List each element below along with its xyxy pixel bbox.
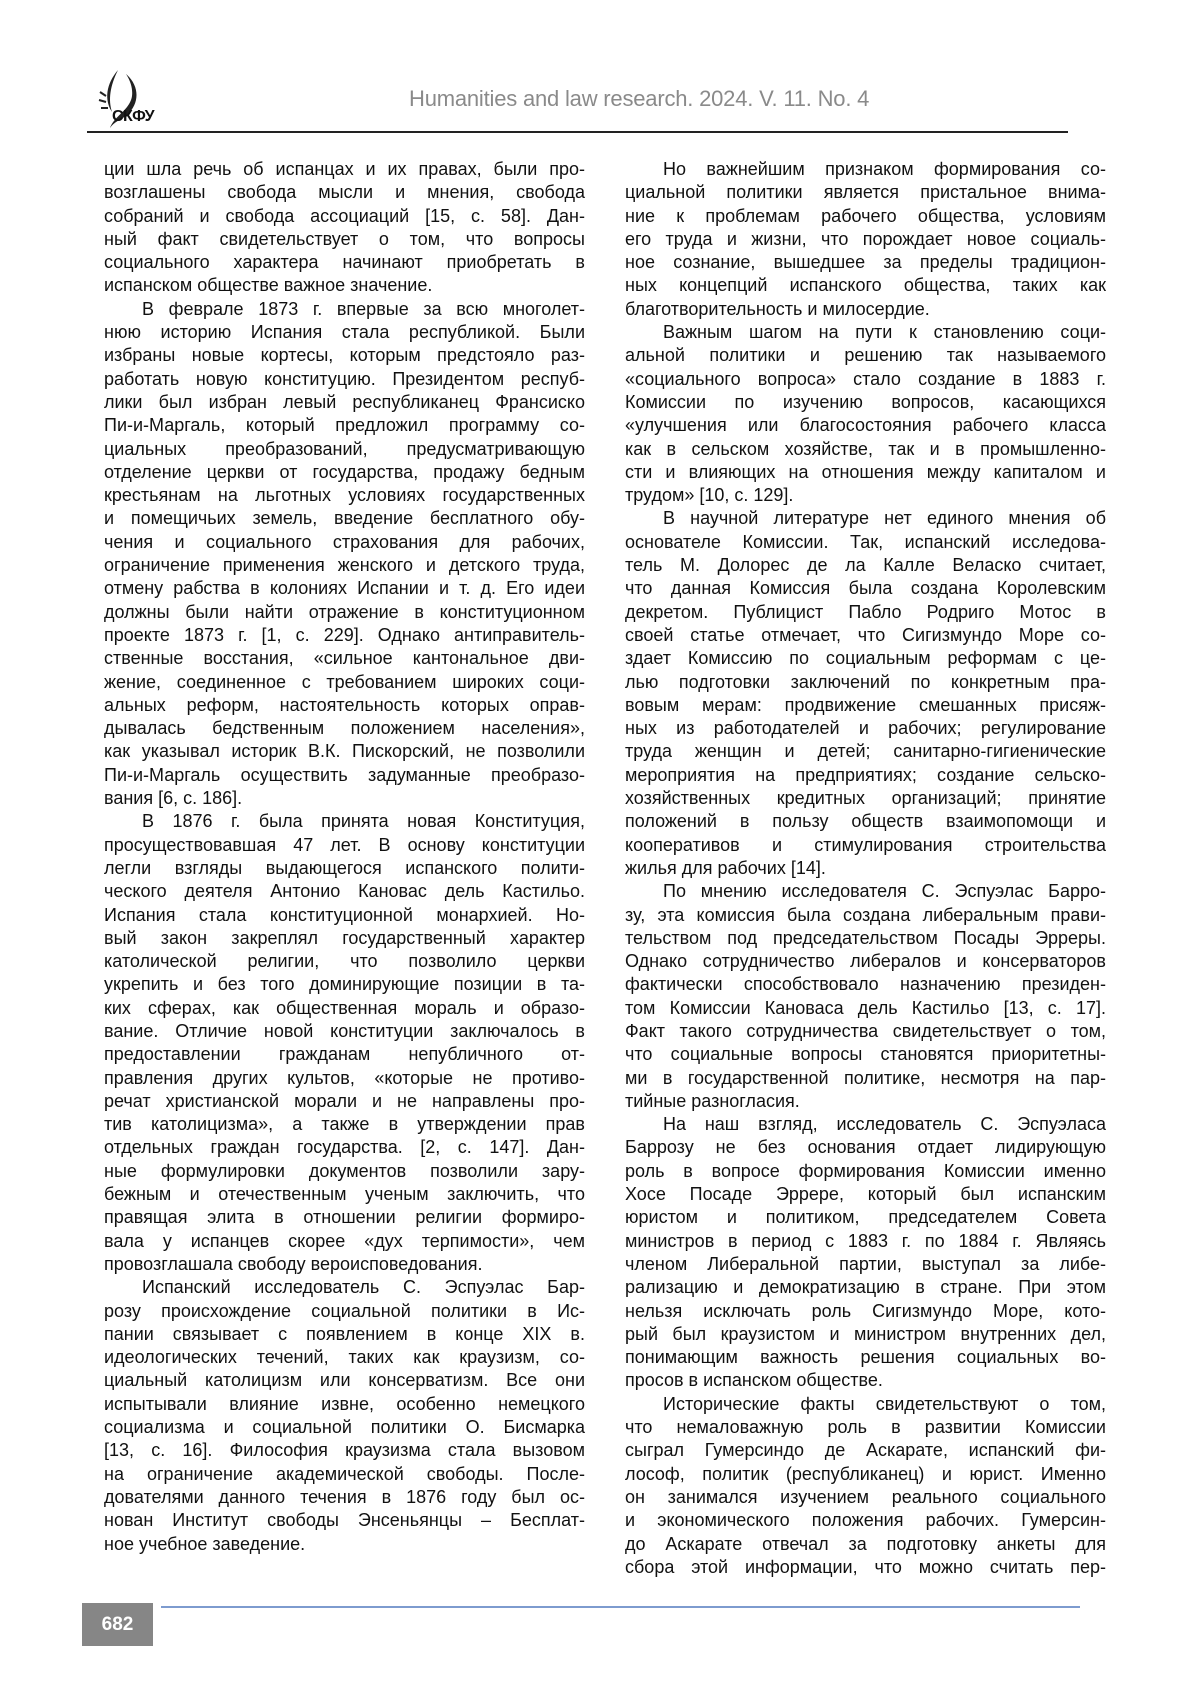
text-line: сыграл Гумерсиндо де Аскарате, испанский фи- xyxy=(625,1439,1106,1462)
text-line: ное учебное заведение. xyxy=(104,1533,585,1556)
text-line: фактически способствовало назначению президен- xyxy=(625,973,1106,996)
text-line: хозяйственных кредитных организаций; принятие xyxy=(625,787,1106,810)
text-line: По мнению исследователя С. Эспуэлас Барро- xyxy=(625,880,1106,903)
text-line: Пи-и-Маргаль осуществить задуманные преобразо- xyxy=(104,764,585,787)
text-line: ние к проблемам рабочего общества, условиям xyxy=(625,205,1106,228)
text-line: рализацию и демократизацию в стране. При этом xyxy=(625,1276,1106,1299)
text-line: речат христианской морали и не направлены про- xyxy=(104,1090,585,1113)
text-line: понимающим важность решения социальных во- xyxy=(625,1346,1106,1369)
text-line: укрепить и без того доминирующие позиции в та- xyxy=(104,973,585,996)
paragraph xyxy=(104,158,585,298)
text-line: ограничение применения женского и детского труда, xyxy=(104,554,585,577)
text-line: тийные разногласия. xyxy=(625,1090,1106,1113)
text-line: «улучшения или благосостояния рабочего класса xyxy=(625,414,1106,437)
text-line: ные формулировки документов позволили зару- xyxy=(104,1160,585,1183)
text-line: сти и влияющих на отношения между капиталом и xyxy=(625,461,1106,484)
text-line: правящая элита в отношении религии формиро- xyxy=(104,1206,585,1229)
paragraph xyxy=(625,880,1106,1113)
text-line: сбора этой информации, что можно считать пер- xyxy=(625,1556,1106,1579)
text-line: На наш взгляд, исследователь С. Эспуэласа xyxy=(625,1113,1106,1136)
text-line: чения и социального страхования для рабочих, xyxy=(104,531,585,554)
text-line: «социального вопроса» стало создание в 1883 г. xyxy=(625,368,1106,391)
text-line: циальной политики является пристальное внима- xyxy=(625,181,1106,204)
text-line: дователями данного течения в 1876 году был ос- xyxy=(104,1486,585,1509)
text-line: розу происхождение социальной политики в Ис- xyxy=(104,1300,585,1323)
paragraph xyxy=(625,1393,1106,1579)
text-line: испанском обществе важное значение. xyxy=(104,274,585,297)
text-line: нюю историю Испания стала республикой. Были xyxy=(104,321,585,344)
text-line: ный факт свидетельствует о том, что вопросы xyxy=(104,228,585,251)
text-line: жилья для рабочих [14]. xyxy=(625,857,1106,880)
text-line: пании связывает с появлением в конце XIX в. xyxy=(104,1323,585,1346)
text-line: бежным и отечественным ученым заключить, что xyxy=(104,1183,585,1206)
paragraph xyxy=(625,158,1106,321)
text-line: работать новую конституцию. Президентом респуб- xyxy=(104,368,585,391)
text-line: тель М. Долорес де ла Калле Веласко считает, xyxy=(625,554,1106,577)
text-line: альных реформ, настоятельность которых оправ- xyxy=(104,694,585,717)
header-divider xyxy=(87,131,1068,133)
text-line: дывалась бедственным положением населения», xyxy=(104,717,585,740)
text-line: что немаловажную роль в развитии Комиссии xyxy=(625,1416,1106,1439)
text-line: проекте 1873 г. [1, с. 229]. Однако антиправитель- xyxy=(104,624,585,647)
text-line: положений в пользу обществ взаимопомощи и xyxy=(625,810,1106,833)
text-line: лью подготовки заключений по конкретным пра- xyxy=(625,671,1106,694)
paragraph xyxy=(625,1113,1106,1393)
text-line: что данная Комиссия была создана Королевским xyxy=(625,577,1106,600)
text-line: [13, с. 16]. Философия краузизма стала вызовом xyxy=(104,1439,585,1462)
page-number: 682 xyxy=(82,1603,153,1646)
text-line: должны были найти отражение в конституционном xyxy=(104,601,585,624)
text-line: на ограничение академической свободы. После- xyxy=(104,1463,585,1486)
text-line: Испанский исследователь С. Эспуэлас Бар- xyxy=(104,1276,585,1299)
text-line: крестьянам на льготных условиях государственных xyxy=(104,484,585,507)
text-line: Однако сотрудничество либералов и консерваторов xyxy=(625,950,1106,973)
text-line: ное сознание, вышедшее за пределы традицион- xyxy=(625,251,1106,274)
text-line: провозглашала свободу вероисповедования. xyxy=(104,1253,585,1276)
text-line: предоставлении гражданам непубличного от- xyxy=(104,1043,585,1066)
text-line: он занимался изучением реального социального xyxy=(625,1486,1106,1509)
text-line: мероприятия на предприятиях; создание сельско- xyxy=(625,764,1106,787)
text-line: здает Комиссию по социальным реформам с це- xyxy=(625,647,1106,670)
right-text-column xyxy=(625,158,1106,1579)
paragraph xyxy=(104,810,585,1276)
text-line: тив католицизма», а также в утверждении прав xyxy=(104,1113,585,1136)
text-line: нельзя исключать роль Сигизмундо Море, кото- xyxy=(625,1300,1106,1323)
text-line: отмену рабства в колониях Испании и т. д. Его идеи xyxy=(104,577,585,600)
text-line: В научной литературе нет единого мнения об xyxy=(625,507,1106,530)
text-line: возглашены свобода мысли и мнения, свобода xyxy=(104,181,585,204)
text-line: просов в испанском обществе. xyxy=(625,1369,1106,1392)
text-line: его труда и жизни, что порождает новое социаль- xyxy=(625,228,1106,251)
text-line: Баррозу не без основания отдает лидирующую xyxy=(625,1136,1106,1159)
text-line: до Аскарате отвечал за подготовку анкеты для xyxy=(625,1533,1106,1556)
paragraph xyxy=(104,1276,585,1556)
text-line: отделение церкви от государства, продажу бедным xyxy=(104,461,585,484)
text-line: ких сферах, как общественная мораль и образо- xyxy=(104,997,585,1020)
text-line: легли взгляды выдающегося испанского полити- xyxy=(104,857,585,880)
text-line: роль в вопросе формирования Комиссии именно xyxy=(625,1160,1106,1183)
text-line: лики был избран левый республиканец Франсиско xyxy=(104,391,585,414)
text-line: рый был краузистом и министром внутренних дел, xyxy=(625,1323,1106,1346)
text-line: труда женщин и детей; санитарно-гигиенические xyxy=(625,740,1106,763)
text-line: просуществовавшая 47 лет. В основу конституции xyxy=(104,834,585,857)
text-line: Пи-и-Маргаль, который предложил программу со- xyxy=(104,414,585,437)
text-line: как указывал историк В.К. Пискорский, не позволили xyxy=(104,740,585,763)
text-line: Важным шагом на пути к становлению соци- xyxy=(625,321,1106,344)
text-line: католической религии, что позволило церкви xyxy=(104,950,585,973)
text-line: жение, соединенное с требованием широких соци- xyxy=(104,671,585,694)
text-line: как в сельском хозяйстве, так и в промышленно- xyxy=(625,438,1106,461)
text-line: ственные восстания, «сильное кантональное дви- xyxy=(104,647,585,670)
paragraph xyxy=(625,507,1106,880)
text-line: трудом» [10, с. 129]. xyxy=(625,484,1106,507)
text-line: ции шла речь об испанцах и их правах, были про- xyxy=(104,158,585,181)
text-line: социализма и социальной политики О. Бисмарка xyxy=(104,1416,585,1439)
text-line: ческого деятеля Антонио Кановас дель Кастильо. xyxy=(104,880,585,903)
text-line: избраны новые кортесы, которым предстояло раз- xyxy=(104,344,585,367)
text-line: зу, эта комиссия была создана либеральным прави- xyxy=(625,904,1106,927)
text-line: и экономического положения рабочих. Гумерсин- xyxy=(625,1509,1106,1532)
text-line: Но важнейшим признаком формирования со- xyxy=(625,158,1106,181)
text-line: Испания стала конституционной монархией. Но- xyxy=(104,904,585,927)
left-text-column xyxy=(104,158,585,1556)
text-line: благотворительность и милосердие. xyxy=(625,298,1106,321)
text-line: основателе Комиссии. Так, испанский исследова- xyxy=(625,531,1106,554)
text-line: министров в период с 1883 г. по 1884 г. Являясь xyxy=(625,1230,1106,1253)
text-line: вовым мерам: продвижение смешанных присяж- xyxy=(625,694,1106,717)
paragraph xyxy=(104,298,585,811)
text-line: ми в государственной политике, несмотря на пар- xyxy=(625,1067,1106,1090)
text-line: вания [6, с. 186]. xyxy=(104,787,585,810)
journal-title: Humanities and law research. 2024. V. 11. No. 4 xyxy=(409,86,869,112)
text-line: В 1876 г. была принята новая Конституция, xyxy=(104,810,585,833)
text-line: циальных преобразований, предусматривающую xyxy=(104,438,585,461)
text-line: В феврале 1873 г. впервые за всю многолет- xyxy=(104,298,585,321)
text-line: членом Либеральной партии, выступал за либе- xyxy=(625,1253,1106,1276)
text-line: лософ, политик (республиканец) и юрист. Именно xyxy=(625,1463,1106,1486)
text-line: испытывали влияние извне, особенно немецкого xyxy=(104,1393,585,1416)
text-line: циальный католицизм или консерватизм. Все они xyxy=(104,1369,585,1392)
text-line: Факт такого сотрудничества свидетельствует о том, xyxy=(625,1020,1106,1043)
text-line: декретом. Публицист Пабло Родриго Мотос в xyxy=(625,601,1106,624)
text-line: том Комиссии Кановаса дель Кастильо [13, с. 17]. xyxy=(625,997,1106,1020)
logo-text: СКФУ xyxy=(112,108,154,126)
text-line: собраний и свобода ассоциаций [15, с. 58]. Дан- xyxy=(104,205,585,228)
text-line: ных концепций испанского общества, таких как xyxy=(625,274,1106,297)
text-line: и помещичьих земель, введение бесплатного обу- xyxy=(104,507,585,530)
text-line: отдельных граждан государства. [2, с. 147]. Дан- xyxy=(104,1136,585,1159)
text-line: правления других культов, «которые не противо- xyxy=(104,1067,585,1090)
text-line: Хосе Посаде Эррере, который был испанским xyxy=(625,1183,1106,1206)
text-line: Исторические факты свидетельствуют о том, xyxy=(625,1393,1106,1416)
text-line: социального характера начинают приобретать в xyxy=(104,251,585,274)
text-line: вание. Отличие новой конституции заключалось в xyxy=(104,1020,585,1043)
paragraph xyxy=(625,321,1106,507)
text-line: ных из работодателей и рабочих; регулирование xyxy=(625,717,1106,740)
text-line: вый закон закреплял государственный характер xyxy=(104,927,585,950)
text-line: кооперативов и стимулирования строительства xyxy=(625,834,1106,857)
text-line: своей статье отмечает, что Сигизмундо Море со- xyxy=(625,624,1106,647)
text-line: что социальные вопросы становятся приоритетны- xyxy=(625,1043,1106,1066)
text-line: тельством под председательством Посады Эрреры. xyxy=(625,927,1106,950)
footer-divider xyxy=(161,1606,1080,1608)
text-line: юристом и политиком, председателем Совета xyxy=(625,1206,1106,1229)
text-line: альной политики и решению так называемого xyxy=(625,344,1106,367)
text-line: Комиссии по изучению вопросов, касающихся xyxy=(625,391,1106,414)
text-line: вала у испанцев скорее «дух терпимости», чем xyxy=(104,1230,585,1253)
text-line: нован Институт свободы Энсеньянцы – Бесплат- xyxy=(104,1509,585,1532)
text-line: идеологических течений, таких как краузизм, со- xyxy=(104,1346,585,1369)
